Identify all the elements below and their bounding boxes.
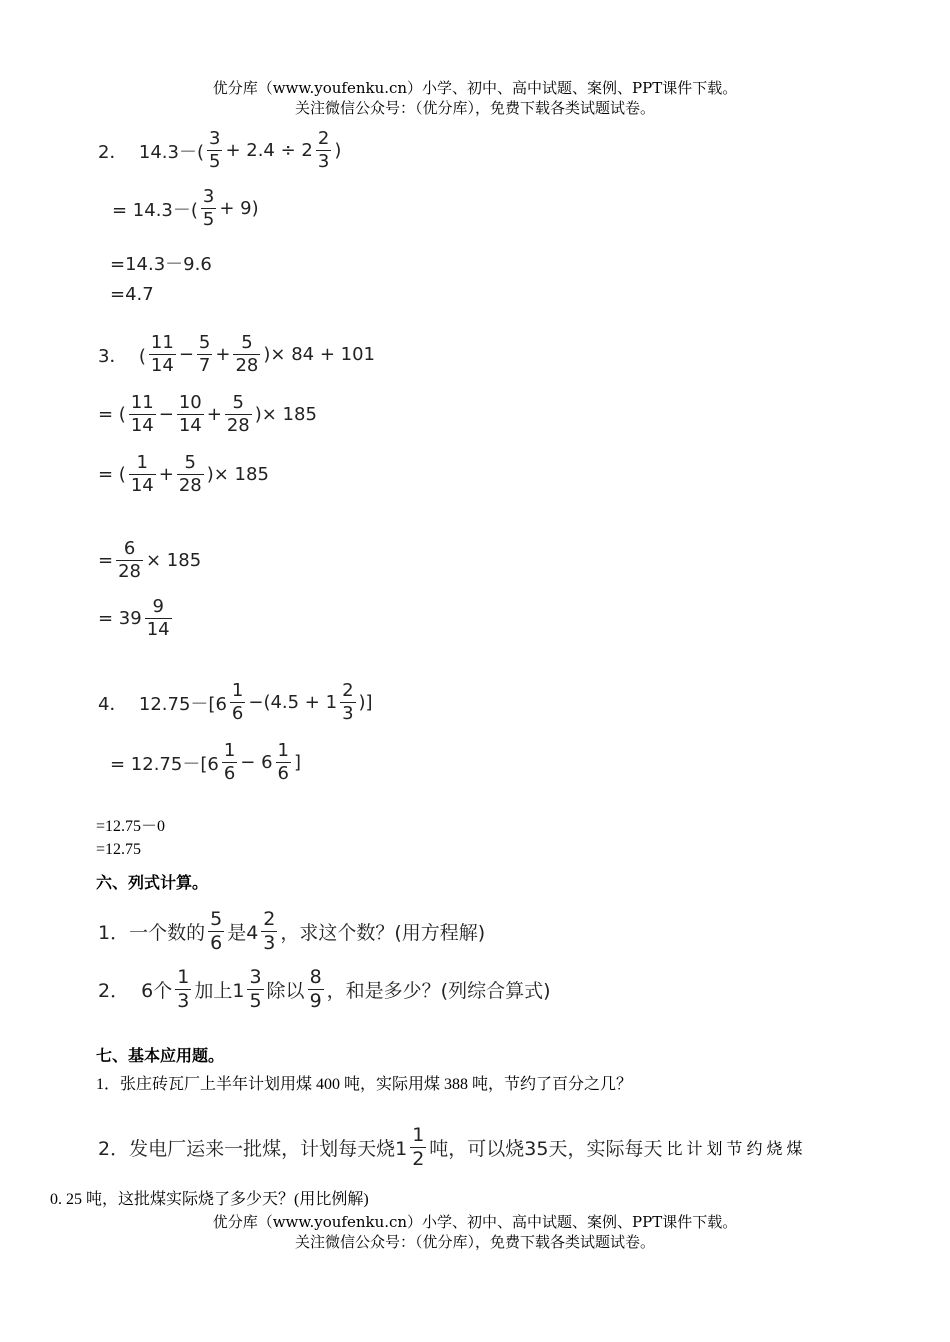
problem-4-line-3: =12.75－0 <box>96 818 166 835</box>
fraction: $\frac{1}{6}$ <box>277 740 289 784</box>
fraction: $\frac{5}{28}$ <box>226 392 250 436</box>
fraction: $\frac{2}{3}$ <box>263 908 276 954</box>
section-6-question-2: 2． 6个 $\frac{1}{3}$ 加上1 $\frac{3}{5}$ 除以 $\frac{8}{9}$ ，和是多少？(列综合算式) <box>98 966 551 1012</box>
fraction: $\frac{9}{14}$ <box>146 596 170 640</box>
fraction: $\frac{5}{6}$ <box>210 908 223 954</box>
fraction: $\frac{2}{3}$ <box>317 128 330 172</box>
problem-4-line-4: =12.75 <box>96 841 142 858</box>
problem-3-line-3: = ( $\frac{1}{14}$ + $\frac{5}{28}$ )× 185 <box>98 452 269 496</box>
header-line-1: 优分库（www.youfenku.cn）小学、初中、高中试题、案例、PPT课件下载。 <box>212 79 738 97</box>
section-6-title: 六、列式计算。 <box>96 875 209 892</box>
problem-2-line-4: =4.7 <box>110 284 154 305</box>
section-6-question-1: 1．一个数的 $\frac{5}{6}$ 是4 $\frac{2}{3}$ ，求这个数？(用方程解) <box>98 908 486 954</box>
fraction: $\frac{5}{7}$ <box>198 332 211 376</box>
problem-2-line-2: = 14.3－( $\frac{3}{5}$ + 9) <box>112 186 259 230</box>
section-7-question-2: 2．发电厂运来一批煤，计划每天烧1 $\frac{1}{2}$ 吨，可以烧35天，实际每天 比 计 划 节 约 烧 煤 <box>98 1124 803 1170</box>
fraction: $\frac{11}{14}$ <box>130 392 154 436</box>
fraction: $\frac{1}{6}$ <box>223 740 236 784</box>
problem-3-line-4: = $\frac{6}{28}$ × 185 <box>98 538 202 582</box>
fraction: $\frac{1}{2}$ <box>412 1124 425 1170</box>
problem-3-line-2: = ( $\frac{11}{14}$ − $\frac{10}{14}$ + $\frac{5}{28}$ )× 185 <box>98 392 317 436</box>
fraction: $\frac{2}{3}$ <box>342 680 354 724</box>
fraction: $\frac{10}{14}$ <box>178 392 202 436</box>
fraction: $\frac{1}{6}$ <box>231 680 244 724</box>
problem-4-line-1: 4． 12.75－[6 $\frac{1}{6}$ −(4.5 + 1 $\frac{2}{3}$ )] <box>98 680 373 724</box>
fraction: $\frac{1}{3}$ <box>177 966 190 1012</box>
fraction: $\frac{6}{28}$ <box>118 538 141 582</box>
fraction: $\frac{3}{5}$ <box>209 128 221 172</box>
fraction: $\frac{1}{14}$ <box>130 452 154 496</box>
problem-3-line-1: 3． ( $\frac{11}{14}$ − $\frac{5}{7}$ + $\frac{5}{28}$ )× 84 + 101 <box>98 332 375 376</box>
fraction: $\frac{11}{14}$ <box>150 332 174 376</box>
footer-line-2: 关注微信公众号：（优分库），免费下载各类试题试卷。 <box>294 1233 655 1251</box>
fraction: $\frac{3}{5}$ <box>249 966 262 1012</box>
problem-3-line-5: = 39 $\frac{9}{14}$ <box>98 596 170 640</box>
fraction: $\frac{3}{5}$ <box>202 186 215 230</box>
footer-line-1: 优分库（www.youfenku.cn）小学、初中、高中试题、案例、PPT课件下载。 <box>212 1213 738 1231</box>
section-7-title: 七、基本应用题。 <box>96 1048 225 1065</box>
section-7-question-2-continued: 0. 25 吨，这批煤实际烧了多少天？(用比例解) <box>50 1191 369 1208</box>
fraction: $\frac{5}{28}$ <box>178 452 202 496</box>
problem-2-line-3: =14.3－9.6 <box>110 254 212 275</box>
header-line-2: 关注微信公众号：（优分库），免费下载各类试题试卷。 <box>294 99 655 117</box>
section-7-question-1: 1．张庄砖瓦厂上半年计划用煤 400 吨，实际用煤 388 吨，节约了百分之几？ <box>96 1076 633 1093</box>
problem-2-line-1: 2． 14.3－( $\frac{3}{5}$ + 2.4 ÷ 2 $\frac{2}{3}$ ) <box>98 128 342 172</box>
problem-4-line-2: = 12.75－[6 $\frac{1}{6}$ − 6 $\frac{1}{6}$ ] <box>110 740 302 784</box>
fraction: $\frac{5}{28}$ <box>235 332 259 376</box>
fraction: $\frac{8}{9}$ <box>309 966 322 1012</box>
